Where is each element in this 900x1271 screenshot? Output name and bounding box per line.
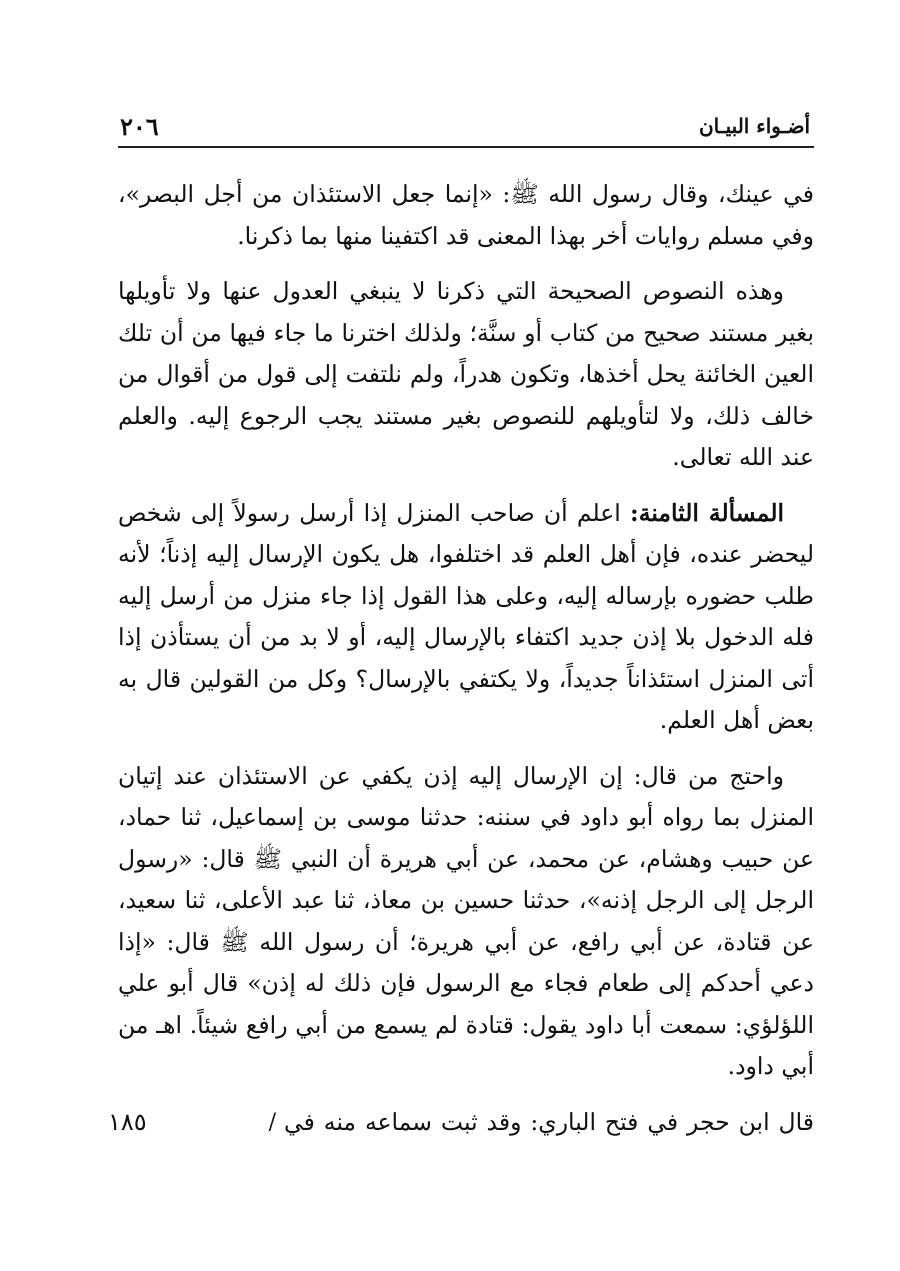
original-page-number: ١٨٥ bbox=[108, 1107, 147, 1136]
page-number: ٢٠٦ bbox=[120, 112, 159, 141]
paragraph-3 bbox=[118, 493, 814, 742]
page-header bbox=[118, 108, 814, 148]
paragraph-2 bbox=[118, 271, 814, 479]
footnote-line bbox=[108, 1102, 814, 1146]
paragraph-4-text: واحتج من قال: إن الإرسال إليه إذن يكفي عن الاستئذان عند إتيان المنزل بما رواه أبو داود في سننه: حدثنا موسى بن إسماعيل، ثنا حماد، عن حبيب وهشام، عن محمد، عن أبي هريرة أن النبي ﷺ قال: «رسول الرجل إلى الرجل إذنه»، حدثنا حسين بن معاذ، ثنا عبد الأعلى، ثنا سعيد، عن قتادة، عن أبي رافع، عن أبي هريرة؛ أن رسول الله ﷺ قال: «إذا دعي أحدكم إلى طعام فجاء مع الرسول فإن ذلك له إذن» قال أبو علي اللؤلؤي: سمعت أبا داود يقول: قتادة لم يسمع من أبي رافع شيئاً. اهـ من أبي داود. bbox=[118, 761, 814, 1080]
paragraph-3-text: اعلم أن صاحب المنزل إذا أرسل رسولاً إلى شخص ليحضر عنده، فإن أهل العلم قد اختلفوا، هل يكون الإرسال إليه إذناً؛ لأنه طلب حضوره بإرساله إليه، وعلى هذا القول إذا جاء منزل من أرسل إليه فله الدخول بلا إذن جديد اكتفاء بالإرسال إليه، أو لا بد من أن يستأذن إذا أتى المنزل استئذاناً جديداً، ولا يكتفي بالإرسال؟ وكل من القولين قال به بعض أهل العلم. bbox=[118, 498, 814, 734]
running-title: أضـواء البيـان bbox=[698, 114, 810, 138]
book-page bbox=[108, 108, 814, 1208]
paragraph-2-text: وهذه النصوص الصحيحة التي ذكرنا لا ينبغي العدول عنها ولا تأويلها بغير مستند صحيح من كتاب أو سنَّة؛ ولذلك اخترنا ما جاء فيها من أن تلك العين الخائنة يحل أخذها، وتكون هدراً، ولم نلتفت إلى قول من أقوال من خالف ذلك، ولا لتأويلهم للنصوص بغير مستند يجب الرجوع إليه. والعلم عند الله تعالى. bbox=[118, 277, 814, 471]
footnote-text: قال ابن حجر في فتح الباري: وقد ثبت سماعه منه في bbox=[284, 1107, 814, 1136]
body-text bbox=[118, 174, 814, 1088]
paragraph-1-text: في عينك، وقال رسول الله ﷺ: «إنما جعل الاستئذان من أجل البصر»، وفي مسلم روايات أخر بهذا المعنى قد اكتفينا منها بما ذكرنا. bbox=[118, 180, 814, 250]
issue-heading: المسألة الثامنة: bbox=[630, 498, 785, 527]
paragraph-1 bbox=[118, 174, 814, 257]
original-page-marker: / bbox=[268, 1109, 276, 1135]
paragraph-4 bbox=[118, 756, 814, 1088]
